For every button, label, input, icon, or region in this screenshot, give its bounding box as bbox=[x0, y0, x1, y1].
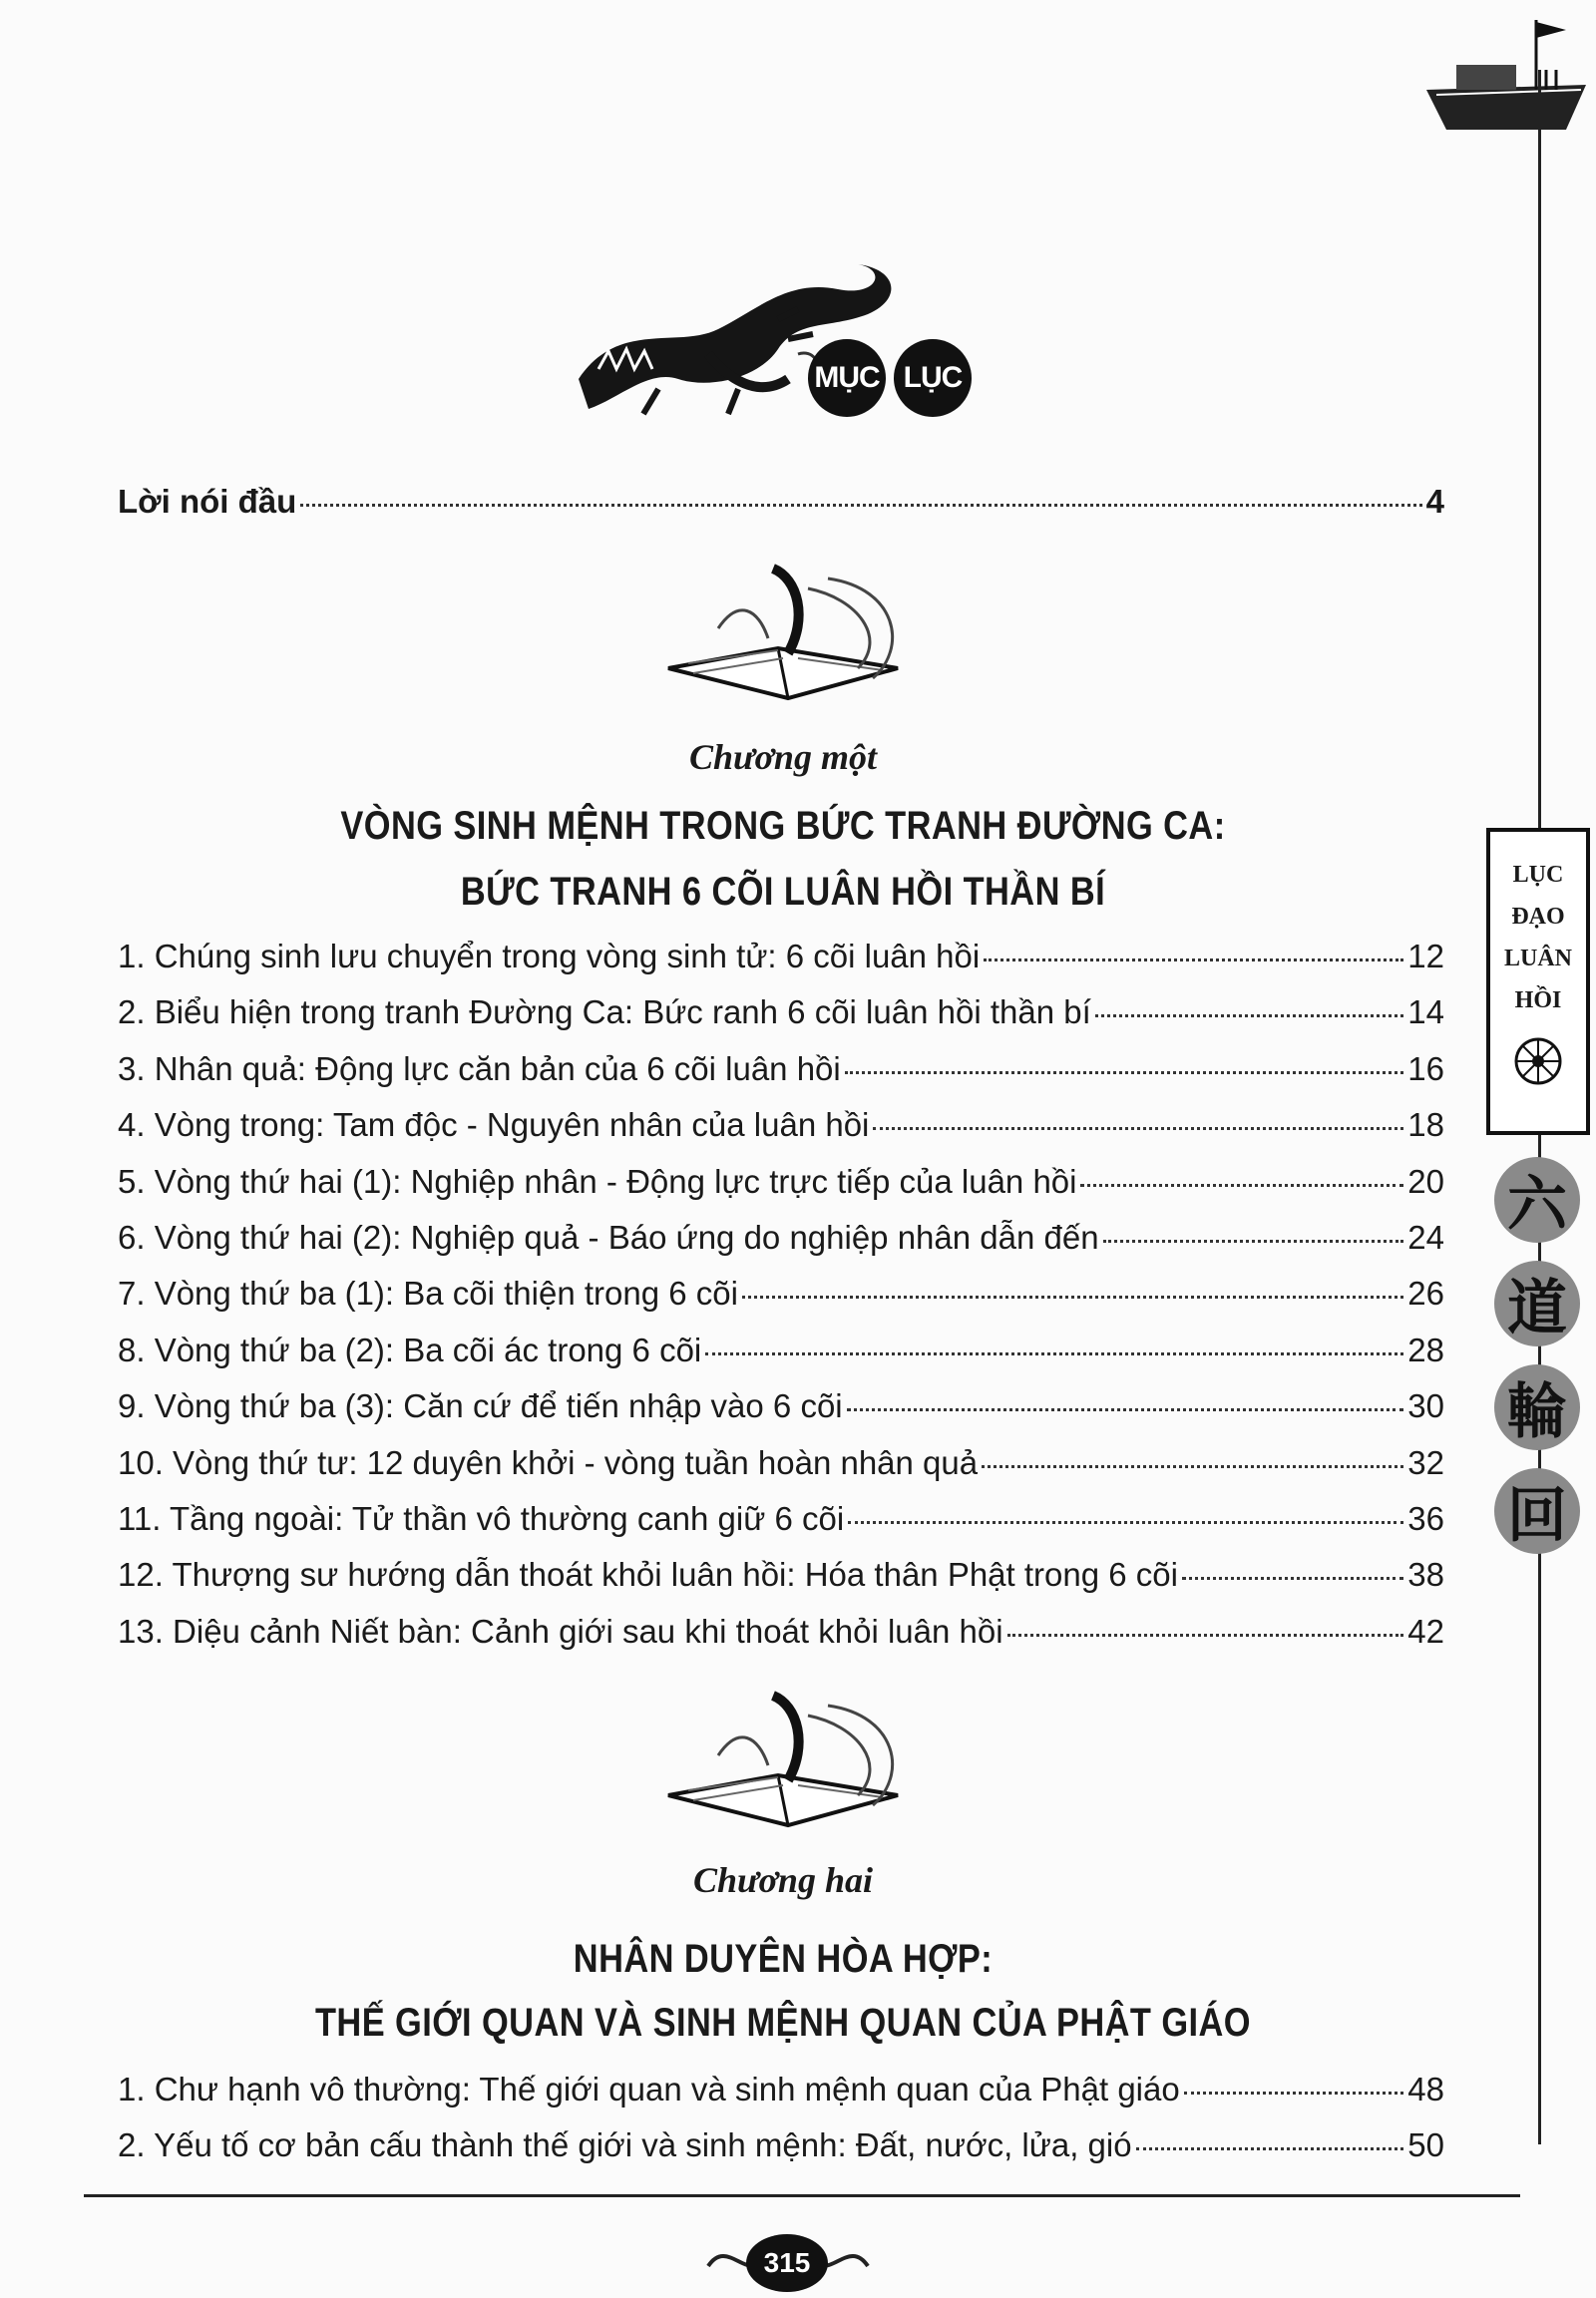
dot-leader bbox=[742, 1296, 1403, 1299]
toc-entry-title: 1. Chư hạnh vô thường: Thế giới quan và sinh mệnh quan của Phật giáo bbox=[118, 2071, 1180, 2107]
toc-entry[interactable] bbox=[118, 2126, 1444, 2164]
toc-entry-title: 7. Vòng thứ ba (1): Ba cõi thiện trong 6 cõi bbox=[118, 1275, 738, 1313]
toc-entry-title: 2. Yếu tố cơ bản cấu thành thế giới và sinh mệnh: Đất, nước, lửa, gió bbox=[118, 2126, 1132, 2163]
toc-entry-page: 12 bbox=[1407, 938, 1444, 974]
toc-entry[interactable] bbox=[118, 2071, 1444, 2108]
page-number: 315 bbox=[746, 2234, 828, 2292]
toc-entry-page: 42 bbox=[1407, 1612, 1444, 1650]
toc-entry[interactable] bbox=[118, 1106, 1444, 1144]
dot-leader bbox=[847, 1408, 1404, 1411]
dot-leader bbox=[1103, 1240, 1404, 1243]
toc-entry[interactable] bbox=[118, 1050, 1444, 1088]
toc-entry-page: 26 bbox=[1407, 1275, 1444, 1313]
toc-entry-page: 32 bbox=[1407, 1443, 1444, 1481]
dot-leader bbox=[705, 1352, 1403, 1355]
side-title-box bbox=[1486, 828, 1590, 1135]
toc-entry[interactable] bbox=[118, 938, 1444, 975]
toc-entry-page: 30 bbox=[1407, 1387, 1444, 1425]
toc-entry[interactable] bbox=[118, 1163, 1444, 1201]
toc-entry[interactable] bbox=[118, 1556, 1444, 1594]
toc-entry-title: 9. Vòng thứ ba (3): Căn cứ để tiến nhập vào 6 cõi bbox=[118, 1387, 843, 1425]
book-ornament-icon bbox=[658, 559, 918, 708]
toc-entry-page: 48 bbox=[1407, 2071, 1444, 2107]
book-ornament-icon bbox=[658, 1686, 918, 1835]
dot-leader bbox=[1184, 2092, 1404, 2095]
chapter-two-title-line2: THẾ GIỚI QUAN VÀ SINH MỆNH QUAN CỦA PHẬT GIÁO bbox=[314, 2001, 1252, 2045]
toc-entry-page: 14 bbox=[1407, 993, 1444, 1031]
dot-leader bbox=[1080, 1184, 1403, 1187]
toc-entry-page: 50 bbox=[1407, 2126, 1444, 2163]
toc-entry-page: 18 bbox=[1407, 1106, 1444, 1144]
toc-entry[interactable] bbox=[118, 1332, 1444, 1369]
chapter-one-title-line2: BỨC TRANH 6 CÕI LUÂN HỒI THẦN BÍ bbox=[460, 870, 1106, 914]
toc-entry[interactable] bbox=[118, 1219, 1444, 1257]
side-text-1: LỤC bbox=[1512, 862, 1564, 888]
chapter-two-label: Chương hai bbox=[693, 1860, 873, 1900]
dot-leader bbox=[845, 1071, 1404, 1074]
toc-entry-title: 5. Vòng thứ hai (1): Nghiệp nhân - Động lực trực tiếp của luân hồi bbox=[118, 1162, 1077, 1200]
toc-entry-title: 1. Chúng sinh lưu chuyển trong vòng sinh tử: 6 cõi luân hồi bbox=[118, 938, 981, 974]
toc-entry-title: 2. Biểu hiện trong tranh Đường Ca: Bức ranh 6 cõi luân hồi thần bí bbox=[118, 993, 1091, 1031]
toc-entry-title: 10. Vòng thứ tư: 12 duyên khởi - vòng tuần hoàn nhân quả bbox=[118, 1443, 979, 1481]
side-text-2: ĐẠO bbox=[1511, 904, 1565, 930]
toc-entry[interactable] bbox=[118, 1444, 1444, 1482]
toc-entry-page: 16 bbox=[1407, 1049, 1444, 1087]
toc-entry-page: 20 bbox=[1407, 1162, 1444, 1200]
toc-entry-page: 28 bbox=[1407, 1331, 1444, 1368]
han-char-3: 輪 bbox=[1494, 1364, 1580, 1450]
toc-entry-title: 3. Nhân quả: Động lực căn bản của 6 cõi luân hồi bbox=[118, 1049, 841, 1087]
chapter-one-title-line1: VÒNG SINH MỆNH TRONG BỨC TRANH ĐƯỜNG CA: bbox=[340, 804, 1226, 848]
toc-entry[interactable] bbox=[118, 1275, 1444, 1313]
han-char-1: 六 bbox=[1494, 1157, 1580, 1243]
han-char-2: 道 bbox=[1494, 1261, 1580, 1346]
dot-leader bbox=[982, 1465, 1403, 1468]
toc-entry-title: 12. Thượng sư hướng dẫn thoát khỏi luân hồi: Hóa thân Phật trong 6 cõi bbox=[118, 1556, 1178, 1594]
toc-entry-title: 4. Vòng trong: Tam độc - Nguyên nhân của luân hồi bbox=[118, 1106, 870, 1144]
side-text-3: LUÂN bbox=[1503, 946, 1572, 971]
toc-heading bbox=[808, 339, 972, 417]
toc-entry-page: 24 bbox=[1407, 1219, 1444, 1256]
dot-leader bbox=[1095, 1014, 1404, 1017]
dot-leader bbox=[1136, 2147, 1404, 2150]
chapter-one-label: Chương một bbox=[689, 737, 877, 777]
toc-entry-title: 6. Vòng thứ hai (2): Nghiệp quả - Báo ứng do nghiệp nhân dẫn đến bbox=[118, 1219, 1099, 1256]
toc-entry[interactable] bbox=[118, 1500, 1444, 1538]
han-char-4: 回 bbox=[1494, 1468, 1580, 1554]
toc-entry-page: 4 bbox=[1425, 483, 1444, 520]
dot-leader bbox=[1182, 1577, 1403, 1580]
toc-entry[interactable] bbox=[118, 1387, 1444, 1425]
toc-entry-title: 8. Vòng thứ ba (2): Ba cõi ác trong 6 cõi bbox=[118, 1331, 702, 1368]
boat-icon bbox=[1416, 10, 1596, 140]
dot-leader bbox=[984, 958, 1403, 961]
toc-entry-title: Lời nói đầu bbox=[118, 483, 297, 520]
bottom-rule bbox=[84, 2194, 1520, 2197]
toc-entry-title: 11. Tầng ngoài: Tử thần vô thường canh giữ 6 cõi bbox=[118, 1500, 845, 1537]
toc-entry[interactable] bbox=[118, 993, 1444, 1031]
dot-leader bbox=[873, 1127, 1403, 1130]
dot-leader bbox=[1007, 1634, 1404, 1637]
toc-entry-page: 36 bbox=[1407, 1500, 1444, 1537]
chapter-two-title-line1: NHÂN DUYÊN HÒA HỢP: bbox=[573, 1937, 994, 1981]
toc-entry[interactable] bbox=[118, 1613, 1444, 1651]
heading-circle-muc: MỤC bbox=[808, 339, 886, 417]
toc-entry-page: 38 bbox=[1407, 1556, 1444, 1594]
side-text-4: HỒI bbox=[1514, 987, 1562, 1013]
heading-circle-luc: LỤC bbox=[894, 339, 972, 417]
toc-entry-preface[interactable] bbox=[118, 483, 1444, 521]
dot-leader bbox=[300, 504, 1421, 507]
dharma-wheel-icon bbox=[1508, 1031, 1568, 1091]
toc-entry-title: 13. Diệu cảnh Niết bàn: Cảnh giới sau khi thoát khỏi luân hồi bbox=[118, 1612, 1003, 1650]
dot-leader bbox=[848, 1521, 1403, 1524]
